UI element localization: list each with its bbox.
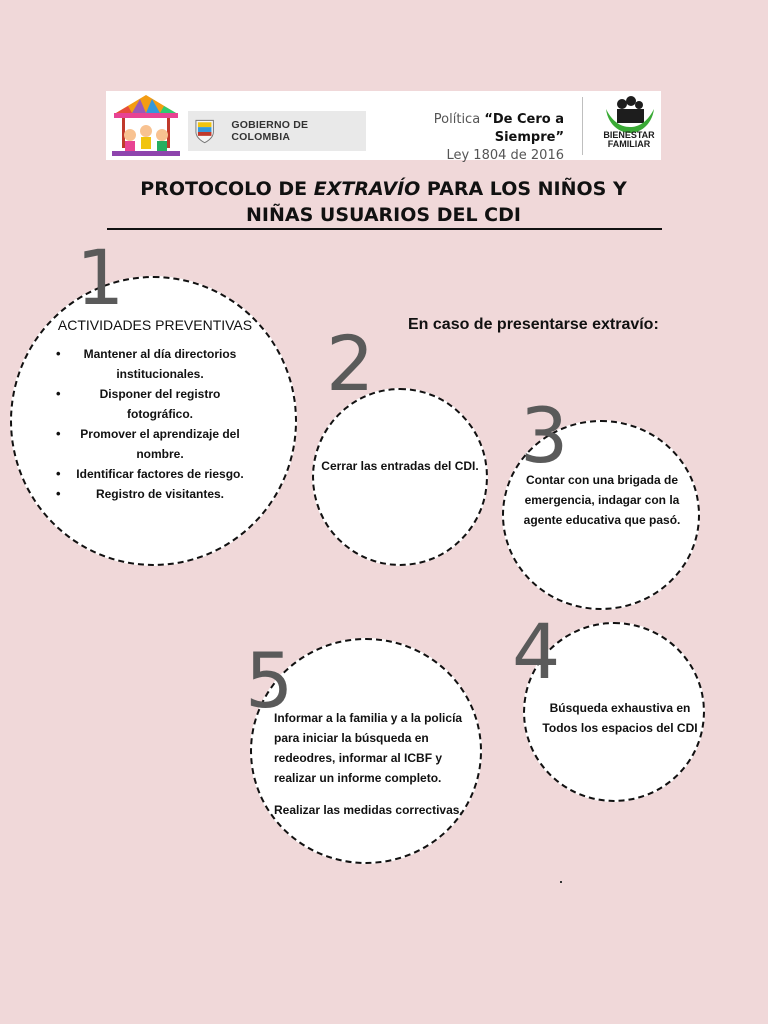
page-title [106, 176, 661, 228]
politica-quote: “De Cero a Siempre” [484, 112, 564, 145]
list-item: • Disponer del registro fotográfico. [40, 384, 260, 424]
politica-law: Ley 1804 de 2016 [446, 148, 564, 163]
step-5-text: Informar a la familia y a la policía para iniciar la búsqueda en redeodres, informar al ICBF y realizar un informe completo. [274, 711, 463, 785]
step-4-text: Búsqueda exhaustiva en Todos los espacios del CDI [542, 701, 698, 735]
bienestar-familiar-label [596, 131, 662, 149]
step-1-number: 1 [76, 233, 125, 322]
title-part2: PARA LOS NIÑOS Y NIÑAS USUARIOS DEL CDI [246, 178, 627, 226]
gov-label: GOBIERNO DE COLOMBIA [231, 119, 309, 143]
step-3-number: 3 [520, 391, 569, 480]
politica-text [374, 111, 564, 165]
side-heading: En caso de presentarse extravío: [408, 316, 659, 333]
list-item: • Mantener al día directorios institucionales. [40, 344, 260, 384]
header-divider [582, 97, 583, 155]
step-1-heading: ACTIVIDADES PREVENTIVAS [57, 317, 253, 333]
step-2-circle [312, 388, 488, 566]
decorative-dot [560, 881, 562, 883]
shield-icon [194, 117, 215, 145]
bf-line1: BIENESTAR [603, 130, 655, 140]
list-item: • Identificar factores de riesgo. [40, 464, 260, 484]
step-1-list [40, 344, 260, 504]
gobierno-logo [188, 111, 366, 151]
title-underline [107, 228, 662, 230]
title-italic: EXTRAVÍO [313, 178, 421, 200]
bf-line2: FAMILIAR [607, 139, 651, 149]
step-4-number: 4 [512, 607, 561, 696]
header-banner [106, 91, 661, 163]
step-2-number: 2 [326, 319, 375, 408]
step-3-text: Contar con una brigada de emergencia, indagar con la agente educativa que pasó. [523, 473, 681, 527]
politica-prefix: Política [433, 112, 485, 127]
bienestar-familiar-logo-icon [602, 95, 658, 135]
title-part1: PROTOCOLO DE [140, 178, 314, 200]
carousel-logo-icon [108, 91, 184, 160]
step-2-text: Cerrar las entradas del CDI. [321, 459, 479, 473]
list-item: • Registro de visitantes. [40, 484, 260, 504]
list-item: • Promover el aprendizaje del nombre. [40, 424, 260, 464]
step-5-number: 5 [245, 636, 294, 725]
step-5-text2: Realizar las medidas correctivas. [274, 803, 463, 817]
